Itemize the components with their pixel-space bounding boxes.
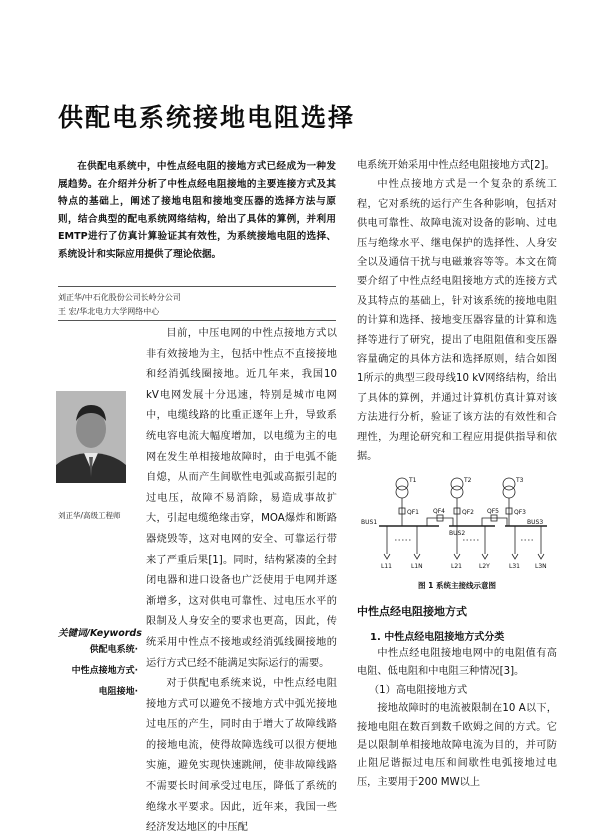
label-l1n: L1N	[411, 563, 423, 570]
label-t2: T2	[464, 477, 472, 484]
paragraph: 中性点经电阻接地电网中的电阻值有高电阻、低电阻和中电阻三种情况[3]。	[357, 648, 557, 678]
label-qf2: QF2	[462, 509, 474, 516]
figure-caption: 图 1 系统主接线示意图	[418, 581, 496, 590]
paragraph: 中性点接地方式是一个复杂的系统工程，它对系统的运行产生各种影响，包括对供电可靠性、故障电流对设备的影响、过电压与绝缘水平、继电保护的选择性、人身安全以及通信干扰与电磁兼容等等。本文在简要介绍了中性点经电阻接地方式的连接方式及其特点的基础上，针对该系统的接地电阻的计算和选择、接地变压器容量的计算和选择等进行了研究，提出了电阻阻值和变压器容量确定的具体方法和选择原则，结合如图1所示的典型三段母线10 kV网络结构，给出了具体的算例，并通过计算机仿真计算对该方法进行分析，验证了该方法的有效性和合理性，为理论研究和工程应用提供指导和依据。	[357, 179, 557, 463]
divider	[58, 320, 336, 321]
keywords-list	[58, 640, 138, 703]
photo-caption: 刘正华/高级工程师	[58, 511, 121, 520]
subsection-heading: 1. 中性点经电阻接地方式分类	[370, 632, 505, 643]
author-affiliation-1: 刘正华/中石化股份公司长岭分公司	[58, 293, 181, 302]
section-body	[357, 645, 557, 792]
paragraph: 电系统开始采用中性点经电阻接地方式[2]。	[357, 160, 555, 171]
circuit-diagram	[357, 470, 557, 582]
label-l3n: L3N	[535, 563, 547, 570]
author-photo	[56, 391, 126, 483]
sub-sub-heading: （1）高电阻接地方式	[369, 684, 468, 696]
label-qf3: QF3	[514, 509, 526, 516]
label-qf5: QF5	[487, 508, 499, 515]
label-t1: T1	[409, 477, 417, 484]
label-qf1: QF1	[407, 509, 419, 516]
keyword: 中性点接地方式·	[71, 666, 138, 676]
label-t3: T3	[516, 477, 524, 484]
paragraph: 目前，中压电网的中性点接地方式以非有效接地为主，包括中性点不直接接地和经消弧线圈接地。近几年来，我国10 kV电网发展十分迅速，特别是城市电网中，电缆线路的比重正逐年上升，导致系统电容电流大幅度增加，以电缆为主的电网在发生单相接地故障时，由于电弧不能自熄，从而产生间歇性电弧或高振引起的过电压，故障不易消除，易造成事故扩大，引起电缆绝缘击穿，MOA爆炸和断路器烧毁等，这对电网的安全、可靠运行带来了严重后果[1]。同时，结构紧凑的全封闭电器和进口设备也广泛使用于电网并逐渐增多，这对供电可靠性、过电压水平的限制及人身安全的要求也更高，因此，传统采用中性点不接地或经消弧线圈接地的运行方式已经不能满足实际运行的需要。	[146, 328, 337, 669]
body-column-left	[146, 324, 337, 839]
divider	[58, 286, 336, 287]
body-column-right	[357, 156, 557, 467]
label-l31: L31	[509, 563, 520, 570]
keyword: 电阻接地·	[98, 687, 138, 697]
label-l2y: L2Y	[479, 563, 490, 570]
label-bus2: BUS2	[449, 530, 466, 537]
paragraph: 对于供配电系统来说，中性点经电阻接地方式可以避免不接地方式中弧光接地过电压的产生，同时由于增大了故障线路的接地电流，使得故障选线可以很方便地实施，避免实现快速跳闸，使非故障线路不需要长时间承受过电压，降低了系统的绝缘水平要求。因此，近年来，我国一些经济发达地区的中压配	[146, 678, 337, 834]
paragraph: 接地故障时的电流被限制在10 A以下，接地电阻在数百到数千欧姆之间的方式。它是以限制单相接地故障电流为目的，并可防止阻尼谐振过电压和间歇性电弧接地过电压，主要用于200 MW以上	[357, 703, 557, 788]
label-qf4: QF4	[433, 508, 445, 515]
label-l11: L11	[381, 563, 392, 570]
label-bus3: BUS3	[527, 519, 544, 526]
keywords-heading: 关键词/Keywords	[58, 628, 142, 639]
keyword: 供配电系统·	[89, 645, 138, 655]
article-title: 供配电系统接地电阻选择	[58, 103, 356, 132]
abstract: 在供配电系统中，中性点经电阻的接地方式已经成为一种发展趋势。在介绍并分析了中性点经电阻接地的主要连接方式及其特点的基础上，阐述了接地电阻和接地变压器的选择方法与原则，结合典型的配电系统网络结构，给出了具体的算例，并利用EMTP进行了仿真计算验证其有效性，为系统接地电阻的选择、系统设计和实际应用提供了理论依据。	[58, 161, 336, 260]
label-l21: L21	[451, 563, 462, 570]
author-affiliation-2: 王 宏/华北电力大学网络中心	[58, 307, 160, 316]
label-bus1: BUS1	[361, 519, 378, 526]
section-heading: 中性点经电阻接地方式	[357, 605, 467, 618]
